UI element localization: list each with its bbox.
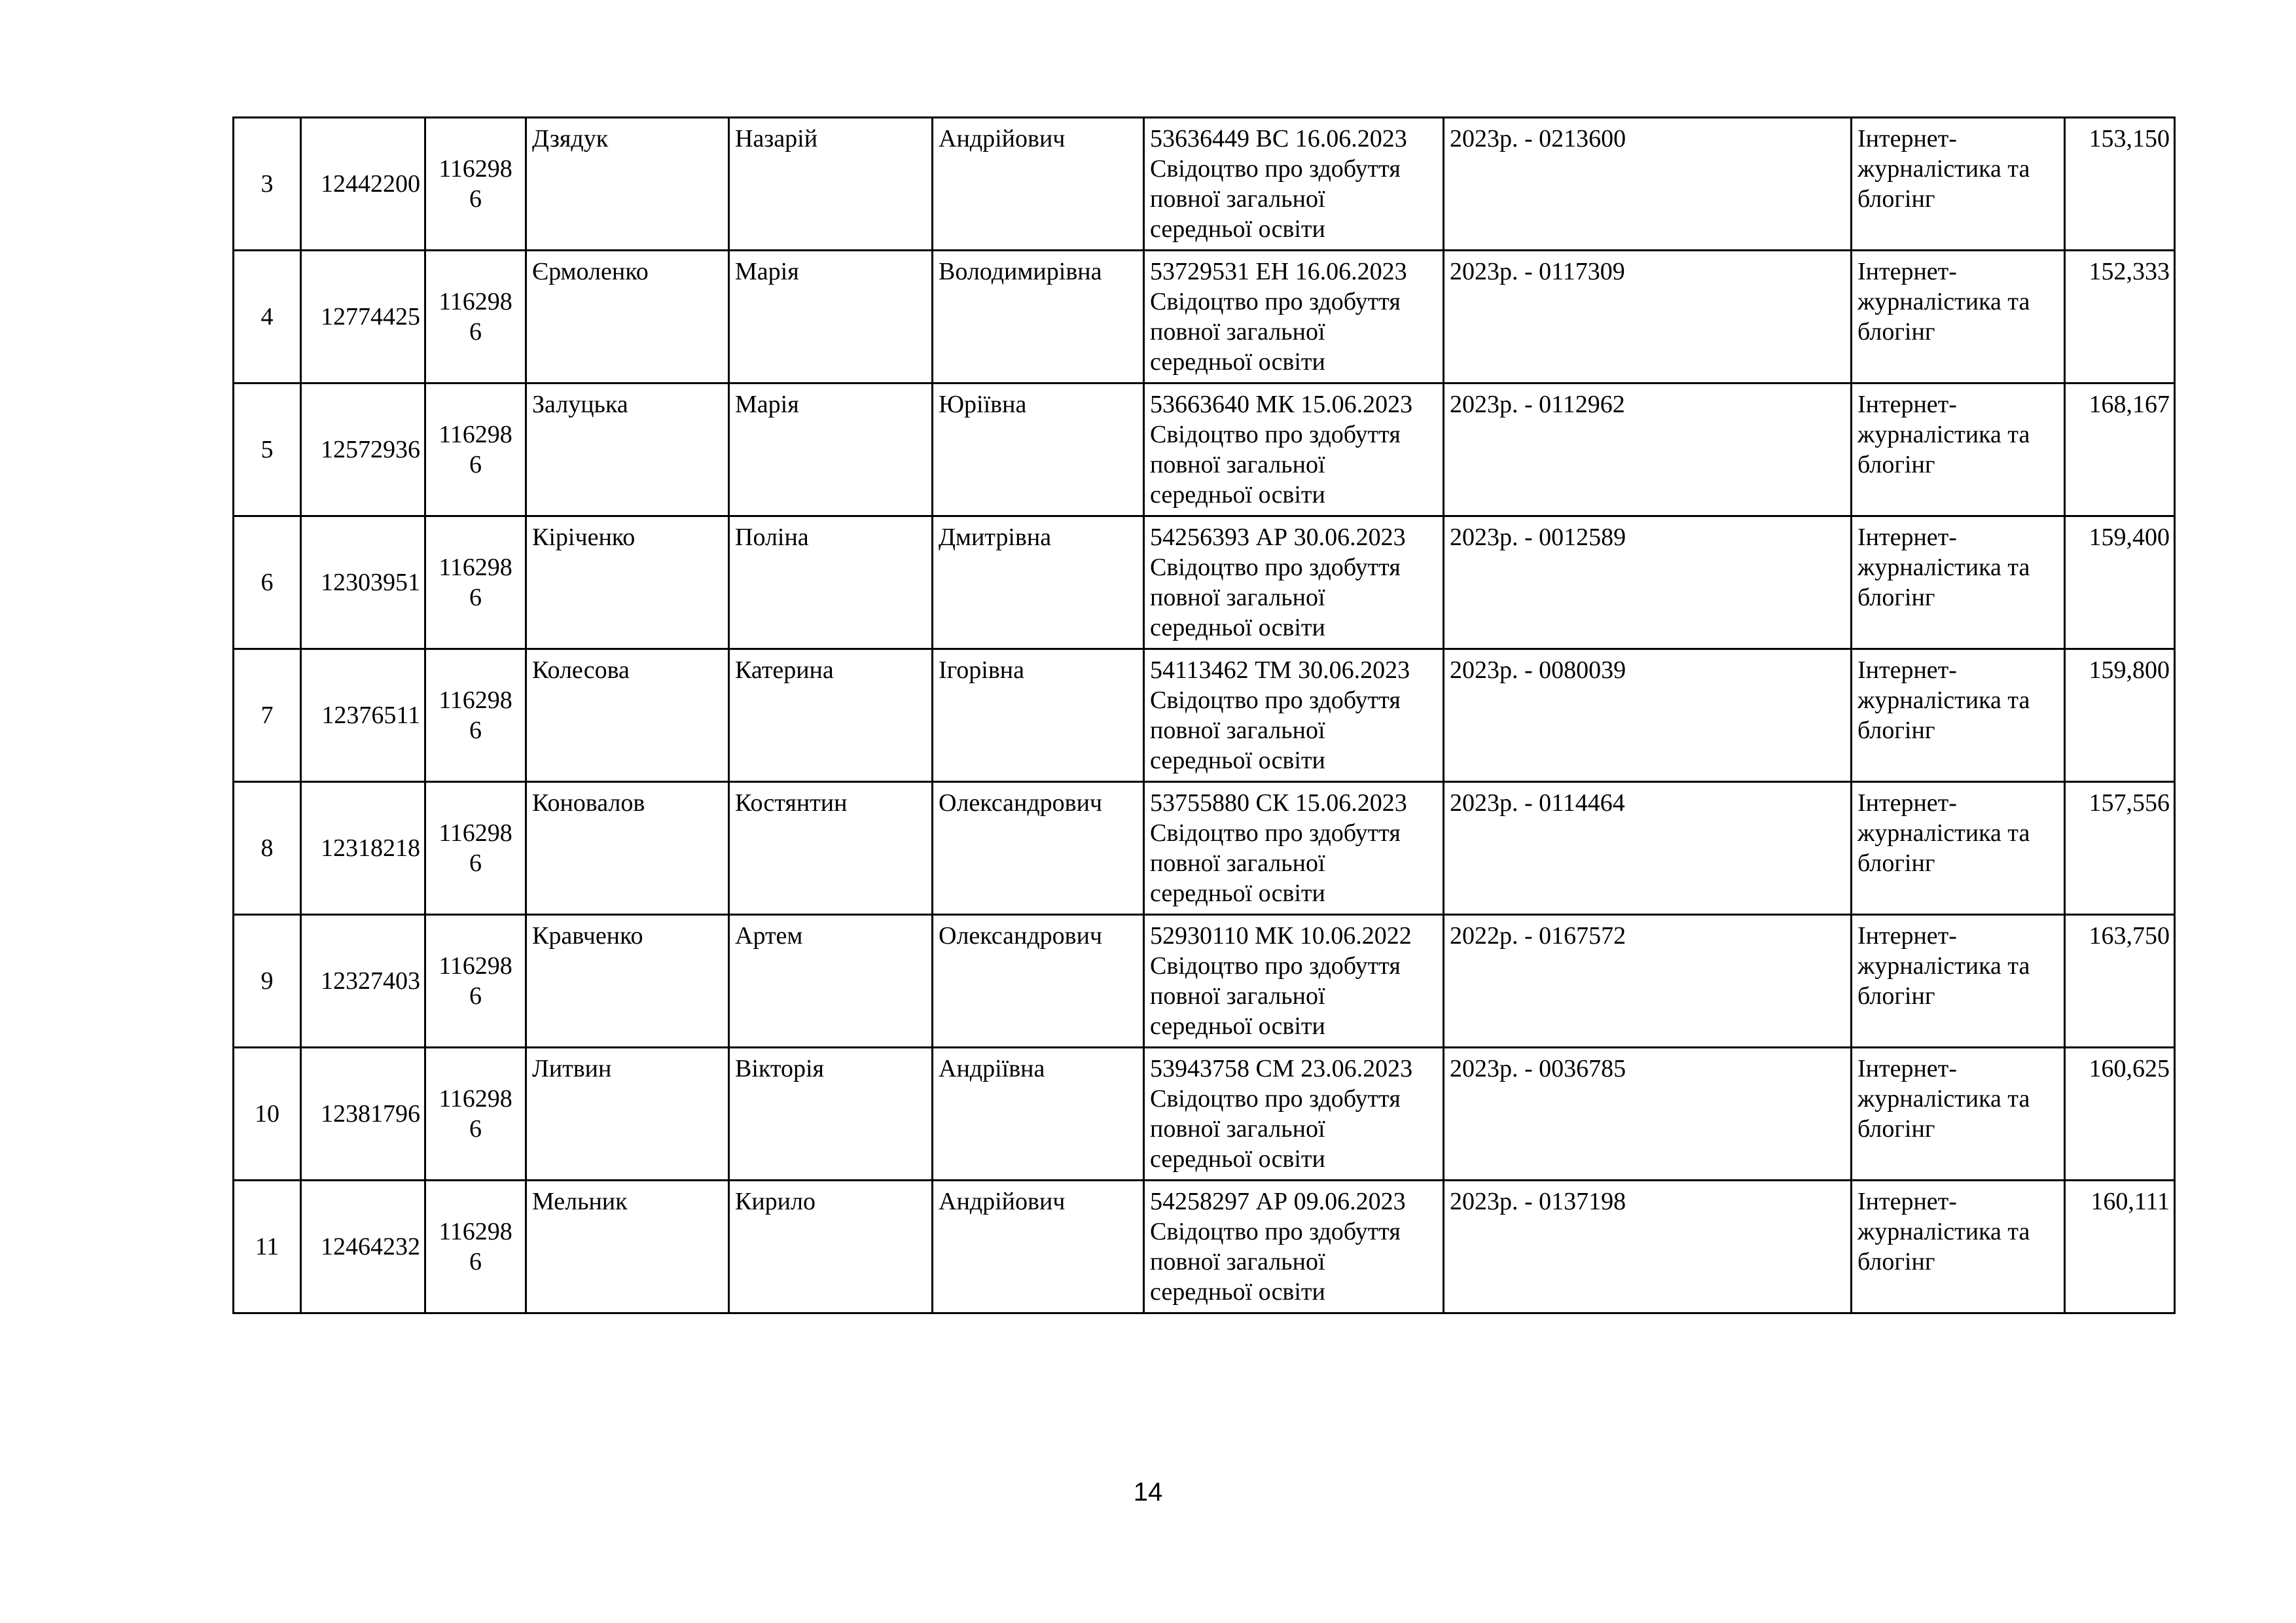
score-cell: 152,333 <box>2065 251 2175 383</box>
program-code-cell <box>425 915 526 1048</box>
specialty-cell-line: Інтернет- <box>1857 391 1957 418</box>
applicant-id-cell: 12572936 <box>301 383 425 516</box>
program-code-cell-line: 116298 <box>439 554 512 581</box>
specialty-cell-line: журналістика та <box>1857 155 2030 183</box>
applicant-id-cell: 12327403 <box>301 915 425 1048</box>
table-row <box>234 516 2175 649</box>
program-code-cell <box>425 118 526 251</box>
specialty-cell-line: Інтернет- <box>1857 656 1957 684</box>
first-name-cell: Кирило <box>729 1181 933 1313</box>
program-code-cell-line: 6 <box>469 185 482 213</box>
specialty-cell-line: Інтернет- <box>1857 1188 1957 1215</box>
specialty-cell-line: Інтернет- <box>1857 125 1957 152</box>
education-document-cell-line: середньої освіти <box>1150 880 1325 907</box>
program-code-cell-line: 116298 <box>439 288 512 315</box>
table-row <box>234 1048 2175 1181</box>
surname-cell: Коновалов <box>526 782 729 915</box>
specialty-cell-line: журналістика та <box>1857 1218 2030 1245</box>
program-code-cell-line: 116298 <box>439 155 512 183</box>
education-document-cell <box>1144 915 1444 1048</box>
score-cell: 159,400 <box>2065 516 2175 649</box>
certificate-cell: 2022р. - 0167572 <box>1444 915 1852 1048</box>
row-number-cell: 8 <box>234 782 301 915</box>
education-document-cell-line: 53729531 ЕН 16.06.2023 <box>1150 258 1407 285</box>
education-document-cell-line: 53636449 ВС 16.06.2023 <box>1150 125 1407 152</box>
certificate-cell: 2023р. - 0036785 <box>1444 1048 1852 1181</box>
row-number-cell: 5 <box>234 383 301 516</box>
first-name-cell: Костянтин <box>729 782 933 915</box>
patronymic-cell: Ігорівна <box>933 649 1144 782</box>
education-document-cell <box>1144 649 1444 782</box>
education-document-cell-line: середньої освіти <box>1150 481 1325 508</box>
applicants-table <box>232 116 2176 1314</box>
education-document-cell-line: середньої освіти <box>1150 614 1325 641</box>
table-row <box>234 649 2175 782</box>
surname-cell: Залуцька <box>526 383 729 516</box>
specialty-cell-line: Інтернет- <box>1857 258 1957 285</box>
education-document-cell-line: 54258297 АР 09.06.2023 <box>1150 1188 1406 1215</box>
surname-cell: Єрмоленко <box>526 251 729 383</box>
patronymic-cell: Володимирівна <box>933 251 1144 383</box>
certificate-cell: 2023р. - 0112962 <box>1444 383 1852 516</box>
row-number-cell: 7 <box>234 649 301 782</box>
first-name-cell: Катерина <box>729 649 933 782</box>
certificate-cell: 2023р. - 0137198 <box>1444 1181 1852 1313</box>
specialty-cell-line: Інтернет- <box>1857 789 1957 817</box>
certificate-cell: 2023р. - 0117309 <box>1444 251 1852 383</box>
score-cell: 168,167 <box>2065 383 2175 516</box>
specialty-cell-line: блогінг <box>1857 451 1935 478</box>
education-document-cell-line: Свідоцтво про здобуття <box>1150 1218 1401 1245</box>
program-code-cell-line: 6 <box>469 451 482 478</box>
specialty-cell-line: Інтернет- <box>1857 524 1957 551</box>
applicant-id-cell: 12464232 <box>301 1181 425 1313</box>
specialty-cell <box>1852 649 2065 782</box>
specialty-cell-line: журналістика та <box>1857 952 2030 980</box>
surname-cell: Литвин <box>526 1048 729 1181</box>
specialty-cell-line: журналістика та <box>1857 421 2030 448</box>
education-document-cell-line: 53755880 СК 15.06.2023 <box>1150 789 1407 817</box>
education-document-cell-line: повної загальної <box>1150 1115 1325 1143</box>
education-document-cell-line: середньої освіти <box>1150 1012 1325 1040</box>
row-number-cell: 6 <box>234 516 301 649</box>
first-name-cell: Поліна <box>729 516 933 649</box>
patronymic-cell: Андріївна <box>933 1048 1144 1181</box>
education-document-cell-line: Свідоцтво про здобуття <box>1150 1085 1401 1113</box>
specialty-cell-line: блогінг <box>1857 849 1935 877</box>
education-document-cell-line: Свідоцтво про здобуття <box>1150 155 1401 183</box>
program-code-cell-line: 6 <box>469 849 482 877</box>
program-code-cell-line: 116298 <box>439 1085 512 1113</box>
patronymic-cell: Олександрович <box>933 915 1144 1048</box>
table-row <box>234 915 2175 1048</box>
first-name-cell: Вікторія <box>729 1048 933 1181</box>
program-code-cell-line: 116298 <box>439 952 512 980</box>
education-document-cell <box>1144 251 1444 383</box>
patronymic-cell: Андрійович <box>933 118 1144 251</box>
first-name-cell: Марія <box>729 251 933 383</box>
table-body <box>234 118 2175 1313</box>
row-number-cell: 10 <box>234 1048 301 1181</box>
patronymic-cell: Олександрович <box>933 782 1144 915</box>
row-number-cell: 9 <box>234 915 301 1048</box>
education-document-cell-line: Свідоцтво про здобуття <box>1150 819 1401 847</box>
education-document-cell-line: Свідоцтво про здобуття <box>1150 288 1401 315</box>
row-number-cell: 11 <box>234 1181 301 1313</box>
certificate-cell: 2023р. - 0080039 <box>1444 649 1852 782</box>
row-number-cell: 3 <box>234 118 301 251</box>
education-document-cell <box>1144 516 1444 649</box>
education-document-cell-line: середньої освіти <box>1150 215 1325 243</box>
education-document-cell-line: повної загальної <box>1150 849 1325 877</box>
row-number-cell: 4 <box>234 251 301 383</box>
applicant-id-cell: 12381796 <box>301 1048 425 1181</box>
specialty-cell-line: блогінг <box>1857 717 1935 744</box>
applicant-id-cell: 12376511 <box>301 649 425 782</box>
patronymic-cell: Дмитрівна <box>933 516 1144 649</box>
program-code-cell-line: 6 <box>469 584 482 611</box>
specialty-cell <box>1852 516 2065 649</box>
education-document-cell-line: повної загальної <box>1150 318 1325 346</box>
score-cell: 153,150 <box>2065 118 2175 251</box>
education-document-cell-line: повної загальної <box>1150 185 1325 213</box>
program-code-cell <box>425 649 526 782</box>
specialty-cell-line: блогінг <box>1857 185 1935 213</box>
certificate-cell: 2023р. - 0114464 <box>1444 782 1852 915</box>
education-document-cell-line: середньої освіти <box>1150 348 1325 376</box>
program-code-cell-line: 116298 <box>439 819 512 847</box>
program-code-cell-line: 6 <box>469 982 482 1010</box>
score-cell: 163,750 <box>2065 915 2175 1048</box>
education-document-cell-line: повної загальної <box>1150 717 1325 744</box>
specialty-cell-line: блогінг <box>1857 584 1935 611</box>
applicant-id-cell: 12318218 <box>301 782 425 915</box>
education-document-cell-line: 54113462 ТМ 30.06.2023 <box>1150 656 1410 684</box>
specialty-cell <box>1852 782 2065 915</box>
applicant-id-cell: 12303951 <box>301 516 425 649</box>
specialty-cell-line: блогінг <box>1857 1115 1935 1143</box>
program-code-cell-line: 116298 <box>439 687 512 714</box>
education-document-cell-line: 52930110 МК 10.06.2022 <box>1150 922 1412 950</box>
program-code-cell-line: 6 <box>469 318 482 346</box>
table-row <box>234 118 2175 251</box>
specialty-cell <box>1852 915 2065 1048</box>
specialty-cell-line: журналістика та <box>1857 687 2030 714</box>
specialty-cell-line: блогінг <box>1857 1248 1935 1275</box>
first-name-cell: Марія <box>729 383 933 516</box>
specialty-cell-line: блогінг <box>1857 318 1935 346</box>
education-document-cell-line: Свідоцтво про здобуття <box>1150 687 1401 714</box>
specialty-cell <box>1852 251 2065 383</box>
certificate-cell: 2023р. - 0213600 <box>1444 118 1852 251</box>
table-row <box>234 782 2175 915</box>
table-row <box>234 383 2175 516</box>
surname-cell: Дзядук <box>526 118 729 251</box>
table-row <box>234 1181 2175 1313</box>
specialty-cell <box>1852 1048 2065 1181</box>
program-code-cell <box>425 782 526 915</box>
specialty-cell <box>1852 1181 2065 1313</box>
specialty-cell-line: Інтернет- <box>1857 922 1957 950</box>
education-document-cell-line: Свідоцтво про здобуття <box>1150 952 1401 980</box>
patronymic-cell: Андрійович <box>933 1181 1144 1313</box>
program-code-cell-line: 6 <box>469 1248 482 1275</box>
program-code-cell-line: 6 <box>469 1115 482 1143</box>
program-code-cell <box>425 1048 526 1181</box>
education-document-cell <box>1144 1181 1444 1313</box>
page-number: 14 <box>1133 1478 1163 1507</box>
education-document-cell-line: середньої освіти <box>1150 1278 1325 1306</box>
first-name-cell: Назарій <box>729 118 933 251</box>
education-document-cell-line: повної загальної <box>1150 982 1325 1010</box>
education-document-cell-line: Свідоцтво про здобуття <box>1150 421 1401 448</box>
score-cell: 157,556 <box>2065 782 2175 915</box>
specialty-cell-line: Інтернет- <box>1857 1055 1957 1082</box>
surname-cell: Кіріченко <box>526 516 729 649</box>
surname-cell: Колесова <box>526 649 729 782</box>
surname-cell: Мельник <box>526 1181 729 1313</box>
education-document-cell-line: повної загальної <box>1150 584 1325 611</box>
first-name-cell: Артем <box>729 915 933 1048</box>
education-document-cell-line: середньої освіти <box>1150 1145 1325 1173</box>
specialty-cell-line: журналістика та <box>1857 554 2030 581</box>
score-cell: 159,800 <box>2065 649 2175 782</box>
education-document-cell <box>1144 118 1444 251</box>
program-code-cell-line: 116298 <box>439 1218 512 1245</box>
specialty-cell <box>1852 383 2065 516</box>
applicant-id-cell: 12774425 <box>301 251 425 383</box>
education-document-cell-line: 53943758 СМ 23.06.2023 <box>1150 1055 1413 1082</box>
program-code-cell <box>425 1181 526 1313</box>
table-row <box>234 251 2175 383</box>
specialty-cell-line: журналістика та <box>1857 1085 2030 1113</box>
score-cell: 160,625 <box>2065 1048 2175 1181</box>
patronymic-cell: Юріївна <box>933 383 1144 516</box>
education-document-cell <box>1144 1048 1444 1181</box>
specialty-cell-line: блогінг <box>1857 982 1935 1010</box>
score-cell: 160,111 <box>2065 1181 2175 1313</box>
education-document-cell <box>1144 782 1444 915</box>
education-document-cell-line: повної загальної <box>1150 451 1325 478</box>
education-document-cell-line: середньої освіти <box>1150 747 1325 774</box>
specialty-cell-line: журналістика та <box>1857 819 2030 847</box>
education-document-cell-line: Свідоцтво про здобуття <box>1150 554 1401 581</box>
program-code-cell <box>425 516 526 649</box>
surname-cell: Кравченко <box>526 915 729 1048</box>
specialty-cell-line: журналістика та <box>1857 288 2030 315</box>
certificate-cell: 2023р. - 0012589 <box>1444 516 1852 649</box>
specialty-cell <box>1852 118 2065 251</box>
program-code-cell-line: 6 <box>469 717 482 744</box>
program-code-cell <box>425 251 526 383</box>
education-document-cell <box>1144 383 1444 516</box>
applicant-id-cell: 12442200 <box>301 118 425 251</box>
program-code-cell <box>425 383 526 516</box>
education-document-cell-line: 53663640 МК 15.06.2023 <box>1150 391 1413 418</box>
education-document-cell-line: повної загальної <box>1150 1248 1325 1275</box>
program-code-cell-line: 116298 <box>439 421 512 448</box>
education-document-cell-line: 54256393 АР 30.06.2023 <box>1150 524 1406 551</box>
